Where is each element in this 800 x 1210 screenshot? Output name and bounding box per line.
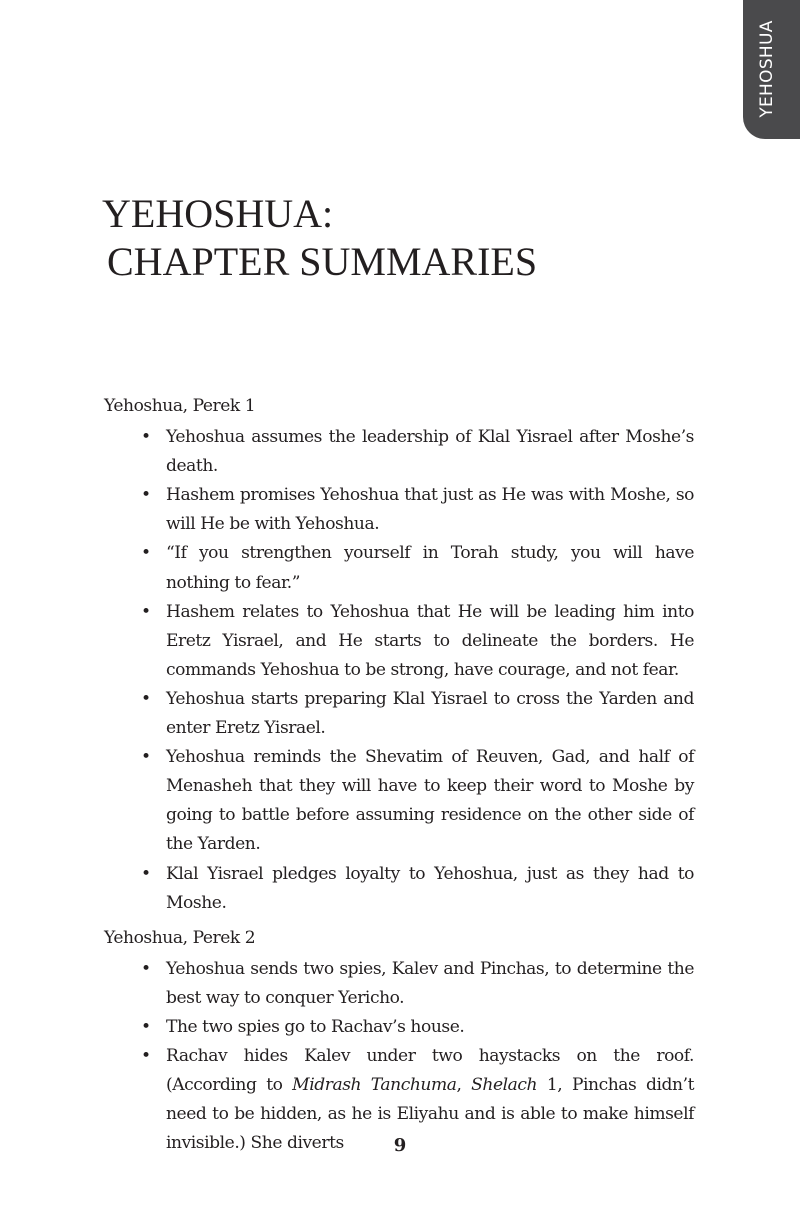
section-heading: Yehoshua, Perek 2: [104, 927, 256, 948]
list-item-text: Yehoshua reminds the Shevatim of Reuven, Gad, and half of Menasheh that they will have to keep their word to Moshe by going to battle before assuming residence on the other side of the Yarden.: [166, 747, 694, 855]
list-item: [104, 598, 694, 685]
bullet-icon: •: [141, 543, 151, 564]
list-item: [104, 539, 694, 597]
bullet-icon: •: [141, 747, 151, 768]
list-item-text: Yehoshua starts preparing Klal Yisrael to cross the Yarden and enter Eretz Yisrael.: [166, 688, 694, 739]
bullet-icon: •: [141, 485, 151, 506]
text-run: 1, Pinchas didn’t need to be hidden, as he is Eliyahu and is able to make himself invisible.) She diverts: [166, 1075, 694, 1154]
list-item: [104, 860, 694, 918]
page-title: [102, 190, 537, 286]
list-item: [104, 685, 694, 743]
list-item-text: Hashem promises Yehoshua that just as He was with Moshe, so will He be with Yehoshua.: [166, 485, 694, 535]
list-item-text: “If you strengthen yourself in Torah study, you will have nothing to fear.”: [166, 543, 694, 593]
bullet-list: [104, 955, 694, 1159]
list-item-text: Hashem relates to Yehoshua that He will be leading him into Eretz Yisrael, and He starts to delineate the borders. He commands Yehoshua to be strong, have courage, and not fear.: [166, 601, 694, 680]
running-tab-label: YEHOSHUA: [757, 20, 777, 118]
list-item-text: The two spies go to Rachav’s house.: [166, 1016, 465, 1037]
source-parsha: Shelach: [471, 1075, 538, 1096]
bullet-list: [104, 423, 694, 918]
source-title: Midrash Tanchuma: [292, 1075, 457, 1096]
section-heading: Yehoshua, Perek 1: [104, 396, 256, 416]
bullet-icon: •: [141, 427, 151, 448]
bullet-icon: •: [141, 601, 151, 622]
list-item: [104, 423, 694, 481]
bullet-icon: •: [141, 1046, 151, 1067]
bullet-icon: •: [141, 863, 151, 884]
text-run: Rachav hides Kalev under two haystacks on the roof. (According to: [166, 1046, 694, 1096]
page-title-line-2: CHAPTER SUMMARIES: [107, 239, 538, 284]
text-run: ,: [456, 1075, 472, 1096]
list-item-text: Klal Yisrael pledges loyalty to Yehoshua, just as they had to Moshe.: [166, 863, 694, 913]
bullet-icon: •: [141, 688, 151, 709]
list-item: [104, 955, 694, 1013]
list-item-text: Yehoshua assumes the leadership of Klal Yisrael after Moshe’s death.: [166, 427, 694, 477]
list-item-text: Yehoshua sends two spies, Kalev and Pinchas, to determine the best way to conquer Yericho.: [166, 958, 694, 1008]
page-number: 9: [393, 1135, 407, 1156]
chapter-summaries: [104, 392, 694, 1164]
list-item: [104, 481, 694, 539]
page-title-line-1: YEHOSHUA:: [102, 191, 334, 236]
bullet-icon: •: [141, 1016, 151, 1037]
bullet-icon: •: [141, 958, 151, 979]
list-item: [104, 1013, 694, 1042]
perek-2-section: [104, 924, 694, 1159]
list-item: [104, 743, 694, 859]
perek-1-section: [104, 392, 694, 918]
